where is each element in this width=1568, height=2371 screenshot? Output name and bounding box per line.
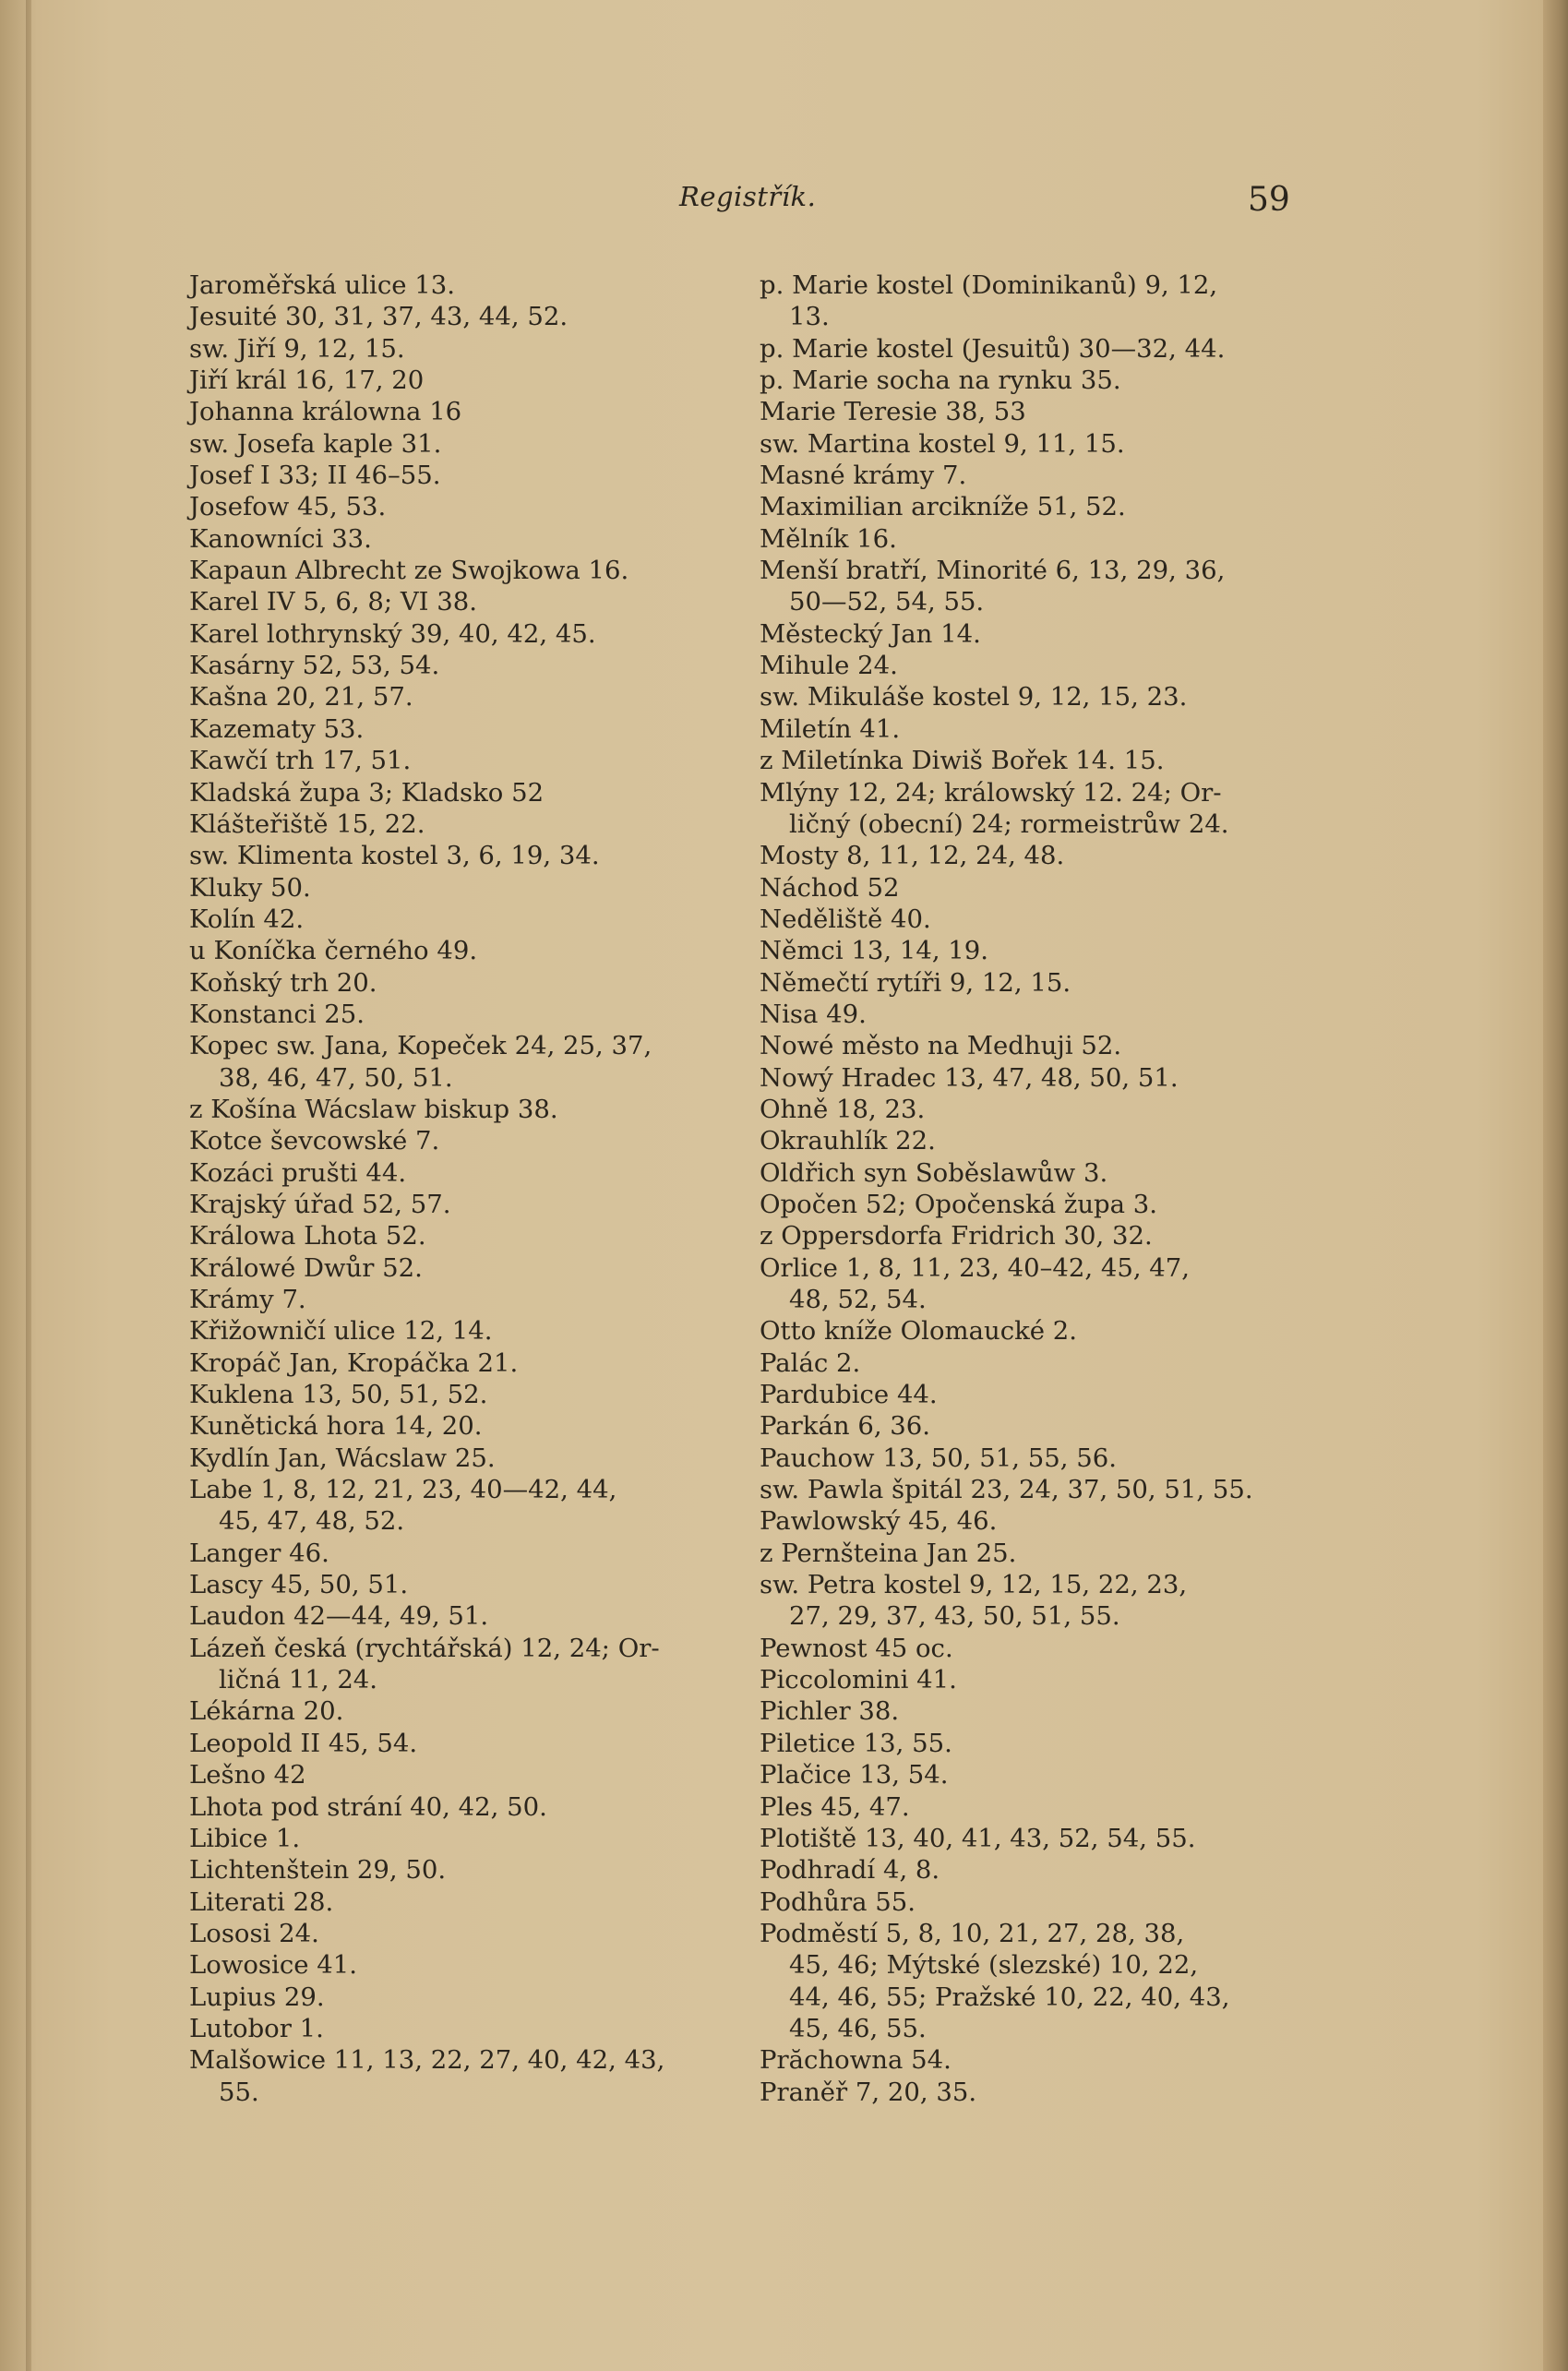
index-entry: Josef I 33; II 46–55. bbox=[189, 461, 441, 491]
index-entry: Piletice 13, 55. bbox=[760, 1728, 952, 1758]
index-entry: Karel IV 5, 6, 8; VI 38. bbox=[189, 587, 478, 617]
index-entry: Literati 28. bbox=[189, 1886, 334, 1917]
index-entry: Pardubice 44. bbox=[760, 1380, 938, 1410]
index-entry: Pichler 38. bbox=[760, 1696, 900, 1727]
index-entry: Leopold II 45, 54. bbox=[189, 1728, 418, 1758]
index-entry: Mělník 16. bbox=[760, 523, 897, 554]
index-entry: Kašna 20, 21, 57. bbox=[189, 682, 413, 712]
index-entry: Lešno 42 bbox=[189, 1760, 306, 1790]
index-entry: Lékárna 20. bbox=[189, 1696, 344, 1727]
index-entry: Kazematy 53. bbox=[189, 713, 365, 744]
index-entry: Johanna králowna 16 bbox=[189, 397, 462, 427]
index-entry: Křižowničí ulice 12, 14. bbox=[189, 1316, 493, 1347]
index-entry: Podměstí 5, 8, 10, 21, 27, 28, 38, bbox=[760, 1918, 1185, 1948]
index-entry: sw. Petra kostel 9, 12, 15, 22, 23, bbox=[760, 1570, 1188, 1600]
index-entry: Kropáč Jan, Kropáčka 21. bbox=[189, 1347, 519, 1378]
index-entry: Králowé Dwůr 52. bbox=[189, 1252, 423, 1283]
index-entry: Kapaun Albrecht ze Swojkowa 16. bbox=[189, 556, 629, 586]
binding-shadow bbox=[26, 0, 31, 2371]
index-entry: Orlice 1, 8, 11, 23, 40–42, 45, 47, bbox=[760, 1252, 1191, 1283]
index-entry-continuation: 55. bbox=[219, 2077, 259, 2107]
index-entry: Pauchow 13, 50, 51, 55, 56. bbox=[760, 1443, 1117, 1473]
index-entry: Libice 1. bbox=[189, 1823, 301, 1853]
index-entry-continuation: 45, 47, 48, 52. bbox=[219, 1506, 405, 1537]
index-entry: Prăchowna 54. bbox=[760, 2045, 952, 2076]
index-entry: Marie Teresie 38, 53 bbox=[760, 397, 1026, 427]
index-entry: Podhůra 55. bbox=[760, 1886, 916, 1917]
index-entry: Kanowníci 33. bbox=[189, 523, 372, 554]
index-entry: Lascy 45, 50, 51. bbox=[189, 1570, 409, 1600]
index-entry-continuation: 44, 46, 55; Pražské 10, 22, 40, 43, bbox=[789, 1982, 1230, 2012]
index-entry: Podhradí 4, 8. bbox=[760, 1855, 940, 1886]
index-entry-continuation: ličný (obecní) 24; rormeistrůw 24. bbox=[789, 808, 1229, 839]
index-entry: Langer 46. bbox=[189, 1538, 329, 1568]
index-entry: Kolín 42. bbox=[189, 904, 305, 934]
page-number: 59 bbox=[1248, 181, 1290, 219]
index-entry: Parkán 6, 36. bbox=[760, 1411, 931, 1442]
index-entry: Náchod 52 bbox=[760, 872, 900, 903]
index-entry: Neděliště 40. bbox=[760, 904, 931, 934]
index-entry: Mlýny 12, 24; králowský 12. 24; Or- bbox=[760, 777, 1222, 808]
index-entry: u Koníčka černého 49. bbox=[189, 936, 478, 966]
index-entry: z Oppersdorfa Fridrich 30, 32. bbox=[760, 1221, 1153, 1251]
index-entry: Lososi 24. bbox=[189, 1918, 319, 1948]
index-entry: Němci 13, 14, 19. bbox=[760, 936, 989, 966]
index-entry: p. Marie kostel (Dominikanů) 9, 12, bbox=[760, 270, 1218, 300]
index-entry: Labe 1, 8, 12, 21, 23, 40—42, 44, bbox=[189, 1475, 617, 1505]
index-entry: Kladská župa 3; Kladsko 52 bbox=[189, 777, 545, 808]
index-entry: Krajský úřad 52, 57. bbox=[189, 1189, 451, 1219]
index-entry: Kotce ševcowské 7. bbox=[189, 1126, 440, 1156]
index-entry: Palác 2. bbox=[760, 1347, 861, 1378]
index-entry-continuation: 45, 46, 55. bbox=[789, 2013, 927, 2043]
index-entry-continuation: 27, 29, 37, 43, 50, 51, 55. bbox=[789, 1601, 1120, 1632]
index-entry: Lowosice 41. bbox=[189, 1950, 357, 1981]
index-entry: Oldřich syn Soběslawůw 3. bbox=[760, 1157, 1108, 1188]
index-column-right bbox=[760, 269, 1332, 2108]
index-entry: Pewnost 45 oc. bbox=[760, 1633, 953, 1663]
index-entry: Lázeň česká (rychtářská) 12, 24; Or- bbox=[189, 1633, 660, 1663]
index-entry: sw. Josefa kaple 31. bbox=[189, 428, 442, 459]
index-entry: Maximilian arcikníže 51, 52. bbox=[760, 492, 1126, 522]
index-entry: Koňský trh 20. bbox=[189, 967, 377, 998]
index-entry: Kasárny 52, 53, 54. bbox=[189, 651, 440, 681]
page-edge-shadow bbox=[1543, 0, 1568, 2371]
index-entry: Lutobor 1. bbox=[189, 2013, 324, 2043]
index-entry-continuation: 13. bbox=[789, 302, 830, 332]
index-entry: Klášteřiště 15, 22. bbox=[189, 808, 425, 839]
index-entry: z Pernšteina Jan 25. bbox=[760, 1538, 1017, 1568]
index-entry: Kuklena 13, 50, 51, 52. bbox=[189, 1380, 488, 1410]
index-entry: Lupius 29. bbox=[189, 1982, 325, 2012]
running-header-title: Registřík. bbox=[679, 181, 817, 212]
index-entry: Kawčí trh 17, 51. bbox=[189, 746, 412, 776]
index-entry: Jaroměřská ulice 13. bbox=[189, 270, 455, 300]
index-entry: Pawlowský 45, 46. bbox=[760, 1506, 998, 1537]
index-entry: Ples 45, 47. bbox=[760, 1791, 910, 1822]
index-entry: sw. Klimenta kostel 3, 6, 19, 34. bbox=[189, 841, 600, 871]
index-entry: Plačice 13, 54. bbox=[760, 1760, 949, 1790]
index-entry: Krámy 7. bbox=[189, 1285, 306, 1314]
index-entry: Josefow 45, 53. bbox=[189, 492, 387, 522]
index-entry: Němečtí rytíři 9, 12, 15. bbox=[760, 967, 1071, 998]
index-entry: Miletín 41. bbox=[760, 713, 901, 744]
index-entry: Nisa 49. bbox=[760, 999, 867, 1029]
index-entry: Jiří král 16, 17, 20 bbox=[189, 365, 425, 396]
index-entry: Mihule 24. bbox=[760, 651, 898, 681]
index-entry: Nowé město na Medhuji 52. bbox=[760, 1031, 1122, 1061]
index-entry: Nowý Hradec 13, 47, 48, 50, 51. bbox=[760, 1062, 1179, 1093]
index-entry: Mosty 8, 11, 12, 24, 48. bbox=[760, 841, 1065, 871]
index-entry: z Miletínka Diwiš Bořek 14. 15. bbox=[760, 746, 1165, 776]
index-entry: sw. Jiří 9, 12, 15. bbox=[189, 333, 405, 364]
index-entry: Opočen 52; Opočenská župa 3. bbox=[760, 1189, 1158, 1219]
index-entry: Kydlín Jan, Wácslaw 25. bbox=[189, 1443, 496, 1473]
index-entry: Kluky 50. bbox=[189, 872, 311, 903]
index-entry: p. Marie kostel (Jesuitů) 30—32, 44. bbox=[760, 333, 1226, 364]
index-entry: Laudon 42—44, 49, 51. bbox=[189, 1601, 489, 1632]
index-entry-continuation: ličná 11, 24. bbox=[219, 1665, 378, 1695]
index-entry-continuation: 38, 46, 47, 50, 51. bbox=[219, 1062, 453, 1093]
index-entry-continuation: 48, 52, 54. bbox=[789, 1285, 927, 1314]
index-column-left bbox=[189, 269, 761, 2108]
index-entry: Malšowice 11, 13, 22, 27, 40, 42, 43, bbox=[189, 2045, 665, 2076]
index-entry-continuation: 45, 46; Mýtské (slezské) 10, 22, bbox=[789, 1950, 1199, 1981]
index-entry: Městecký Jan 14. bbox=[760, 618, 981, 649]
index-entry: sw. Mikuláše kostel 9, 12, 15, 23. bbox=[760, 682, 1188, 712]
index-entry: p. Marie socha na rynku 35. bbox=[760, 365, 1121, 396]
index-entry: Lhota pod strání 40, 42, 50. bbox=[189, 1791, 547, 1822]
index-entry: Kozáci prušti 44. bbox=[189, 1157, 407, 1188]
index-entry-continuation: 50—52, 54, 55. bbox=[789, 587, 985, 617]
index-entry: Piccolomini 41. bbox=[760, 1665, 957, 1695]
index-entry: Jesuité 30, 31, 37, 43, 44, 52. bbox=[189, 302, 569, 332]
index-entry: Plotiště 13, 40, 41, 43, 52, 54, 55. bbox=[760, 1823, 1196, 1853]
index-entry: Ohně 18, 23. bbox=[760, 1094, 926, 1124]
index-entry: Otto kníže Olomaucké 2. bbox=[760, 1316, 1078, 1347]
index-entry: Masné krámy 7. bbox=[760, 461, 967, 491]
index-entry: Okrauhlík 22. bbox=[760, 1126, 936, 1156]
index-entry: Praněř 7, 20, 35. bbox=[760, 2077, 977, 2107]
index-entry: Kunětická hora 14, 20. bbox=[189, 1411, 483, 1442]
index-entry: sw. Pawla špitál 23, 24, 37, 50, 51, 55. bbox=[760, 1475, 1253, 1505]
index-entry: Menší bratří, Minorité 6, 13, 29, 36, bbox=[760, 556, 1226, 586]
index-entry: Kopec sw. Jana, Kopeček 24, 25, 37, bbox=[189, 1031, 652, 1061]
index-entry: Karel lothrynský 39, 40, 42, 45. bbox=[189, 618, 596, 649]
index-entry: sw. Martina kostel 9, 11, 15. bbox=[760, 428, 1125, 459]
index-entry: Lichtenštein 29, 50. bbox=[189, 1855, 447, 1886]
index-entry: Králowa Lhota 52. bbox=[189, 1221, 426, 1251]
index-entry: Konstanci 25. bbox=[189, 999, 365, 1029]
index-entry: z Košína Wácslaw biskup 38. bbox=[189, 1094, 558, 1124]
